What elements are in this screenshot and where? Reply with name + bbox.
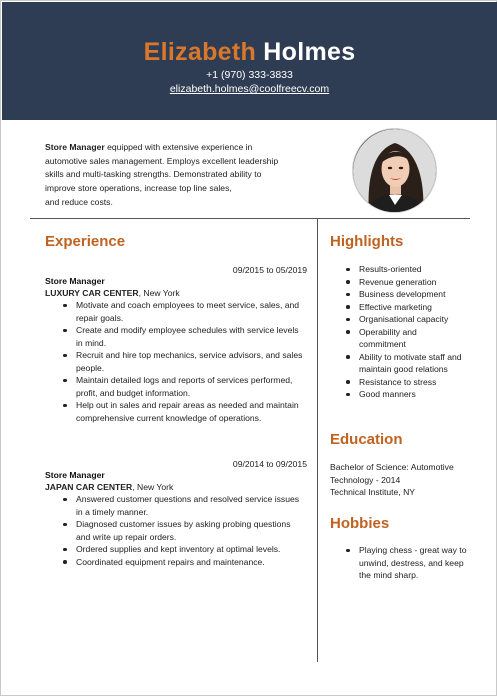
education-entry [330,461,480,499]
list-item: Ability to motivate staff and maintain good relations [345,351,465,376]
email-link[interactable]: elizabeth.holmes@coolfreecv.com [169,83,330,95]
summary-line: automotive sales management. Employs excellent leadership [45,155,279,166]
company-name: LUXURY CAR CENTER [45,288,139,298]
list-item: Operability and commitment [345,326,465,351]
first-name: Elizabeth [143,38,257,66]
job-title: Store Manager [45,276,105,286]
list-item: Answered customer questions and resolved service issues in a timely manner. [62,493,306,518]
job-duties-list [62,299,306,424]
summary-line: equipped with extensive experience in [104,142,253,152]
list-item: Maintain detailed logs and reports of services performed, profit, and budget information. [62,374,306,399]
company-location: , New York [132,482,174,492]
experience-heading: Experience [45,233,126,250]
summary-line: and reduce costs. [45,196,113,207]
highlights-heading: Highlights [330,233,404,250]
list-item: Playing chess - great way to unwind, destress, and keep the mind sharp. [345,544,467,582]
list-item: Help out in sales and repair areas as needed and maintain comprehensive current knowledge of operations. [62,399,306,424]
header-banner [2,2,497,120]
hobbies-heading: Hobbies [330,515,390,532]
last-name: Holmes [263,38,356,66]
list-item: Revenue generation [345,276,465,289]
list-item: Resistance to stress [345,376,465,389]
summary-line: skills and multi-tasking strengths. Demonstrated ability to [45,169,262,180]
list-item: Coordinated equipment repairs and maintenance. [62,556,306,569]
column-divider [317,219,318,662]
job-title: Store Manager [45,470,105,480]
list-item: Diagnosed customer issues by asking probing questions and write up repair orders. [62,518,306,543]
summary-line: improve store operations, increase top line sales, [45,183,232,194]
job-dates: 09/2015 to 05/2019 [232,265,307,275]
list-item: Ordered supplies and kept inventory at optimal levels. [62,543,306,556]
school: Technical Institute, NY [330,487,416,497]
job-company [45,288,180,299]
degree: Bachelor of Science: Automotive Technology - 2014 [330,462,454,485]
list-item: Motivate and coach employees to meet service, sales, and repair goals. [62,299,306,324]
job-company [45,482,173,493]
portrait-image [353,129,437,213]
list-item: Organisational capacity [345,313,465,326]
list-item: Business development [345,288,465,301]
job-dates: 09/2014 to 09/2015 [232,459,307,469]
profile-photo [352,128,437,213]
company-name: JAPAN CAR CENTER [45,482,133,492]
job-duties-list [62,493,306,568]
list-item: Good manners [345,388,465,401]
list-item: Recruit and hire top mechanics, service advisors, and sales people. [62,349,306,374]
company-location: , New York [138,288,180,298]
education-heading: Education [330,431,403,448]
profile-summary [45,141,307,210]
highlights-list [345,263,465,401]
list-item: Results-oriented [345,263,465,276]
horizontal-divider [30,218,470,219]
hobbies-list [345,544,467,582]
summary-role: Store Manager [45,142,105,152]
candidate-name [2,38,497,66]
list-item: Create and modify employee schedules with service levels in mind. [62,324,306,349]
phone-number: +1 (970) 333-3833 [206,69,293,81]
list-item: Effective marketing [345,301,465,314]
